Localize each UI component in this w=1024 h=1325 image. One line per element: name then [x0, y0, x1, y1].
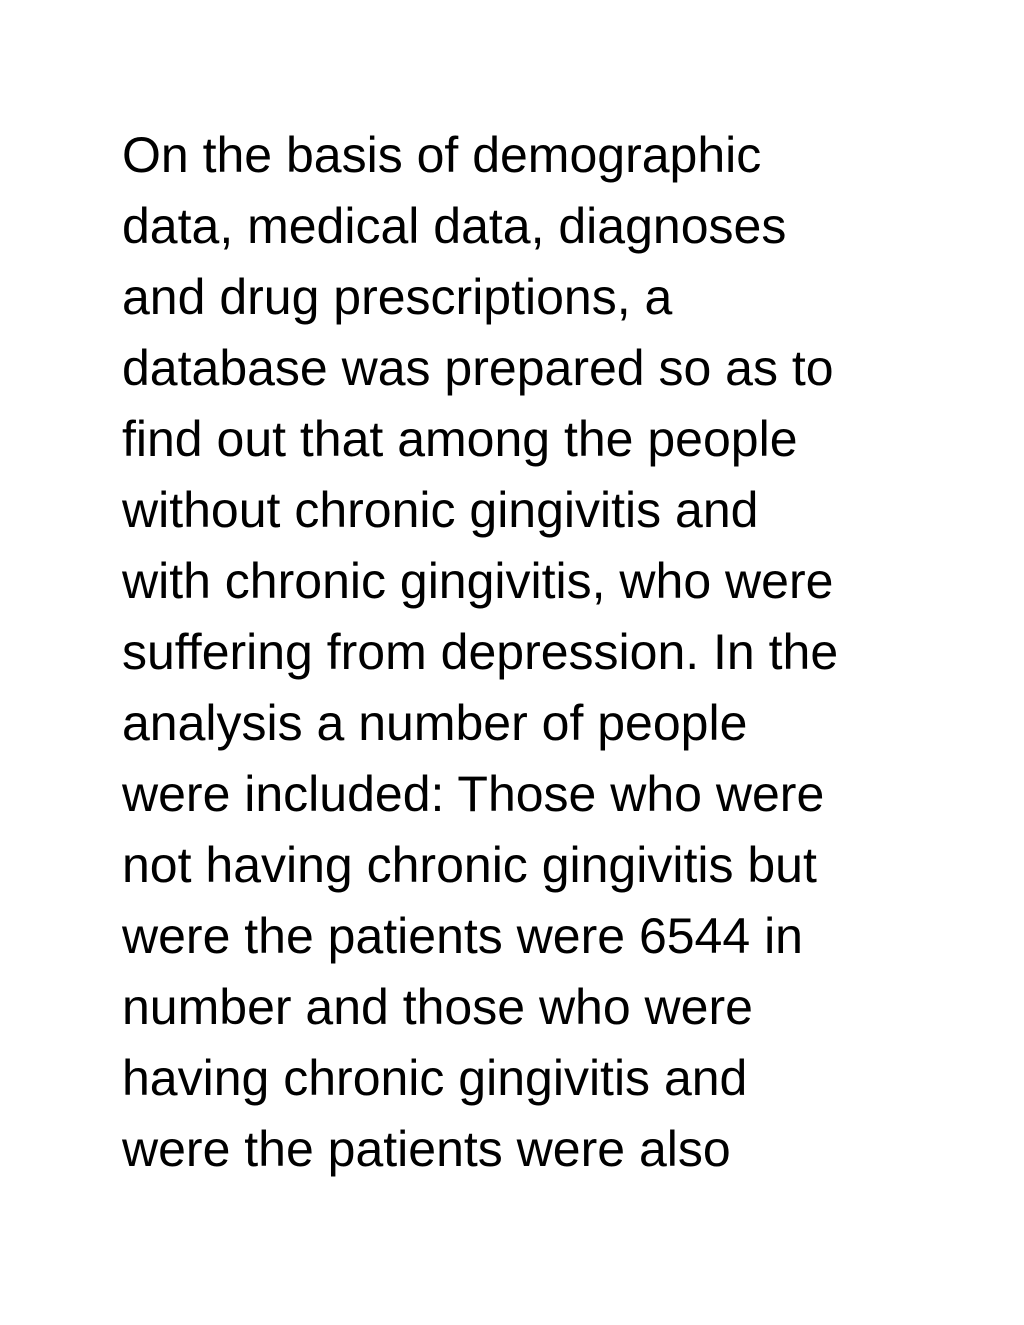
- text-line: were the patients were also: [122, 1121, 731, 1177]
- text-line: were the patients were 6544 in: [122, 908, 803, 964]
- text-line: On the basis of demographic: [122, 127, 762, 183]
- text-line: without chronic gingivitis and: [122, 482, 759, 538]
- text-line: data, medical data, diagnoses: [122, 198, 787, 254]
- text-line: and drug prescriptions, a: [122, 269, 673, 325]
- text-line: find out that among the people: [122, 411, 798, 467]
- text-line: database was prepared so as to: [122, 340, 834, 396]
- text-line: suffering from depression. In the: [122, 624, 839, 680]
- text-line: with chronic gingivitis, who were: [122, 553, 834, 609]
- text-line: having chronic gingivitis and: [122, 1050, 748, 1106]
- text-line: number and those who were: [122, 979, 753, 1035]
- text-line: not having chronic gingivitis but: [122, 837, 817, 893]
- text-line: analysis a number of people: [122, 695, 748, 751]
- body-paragraph: [122, 120, 982, 1185]
- text-line: were included: Those who were: [122, 766, 825, 822]
